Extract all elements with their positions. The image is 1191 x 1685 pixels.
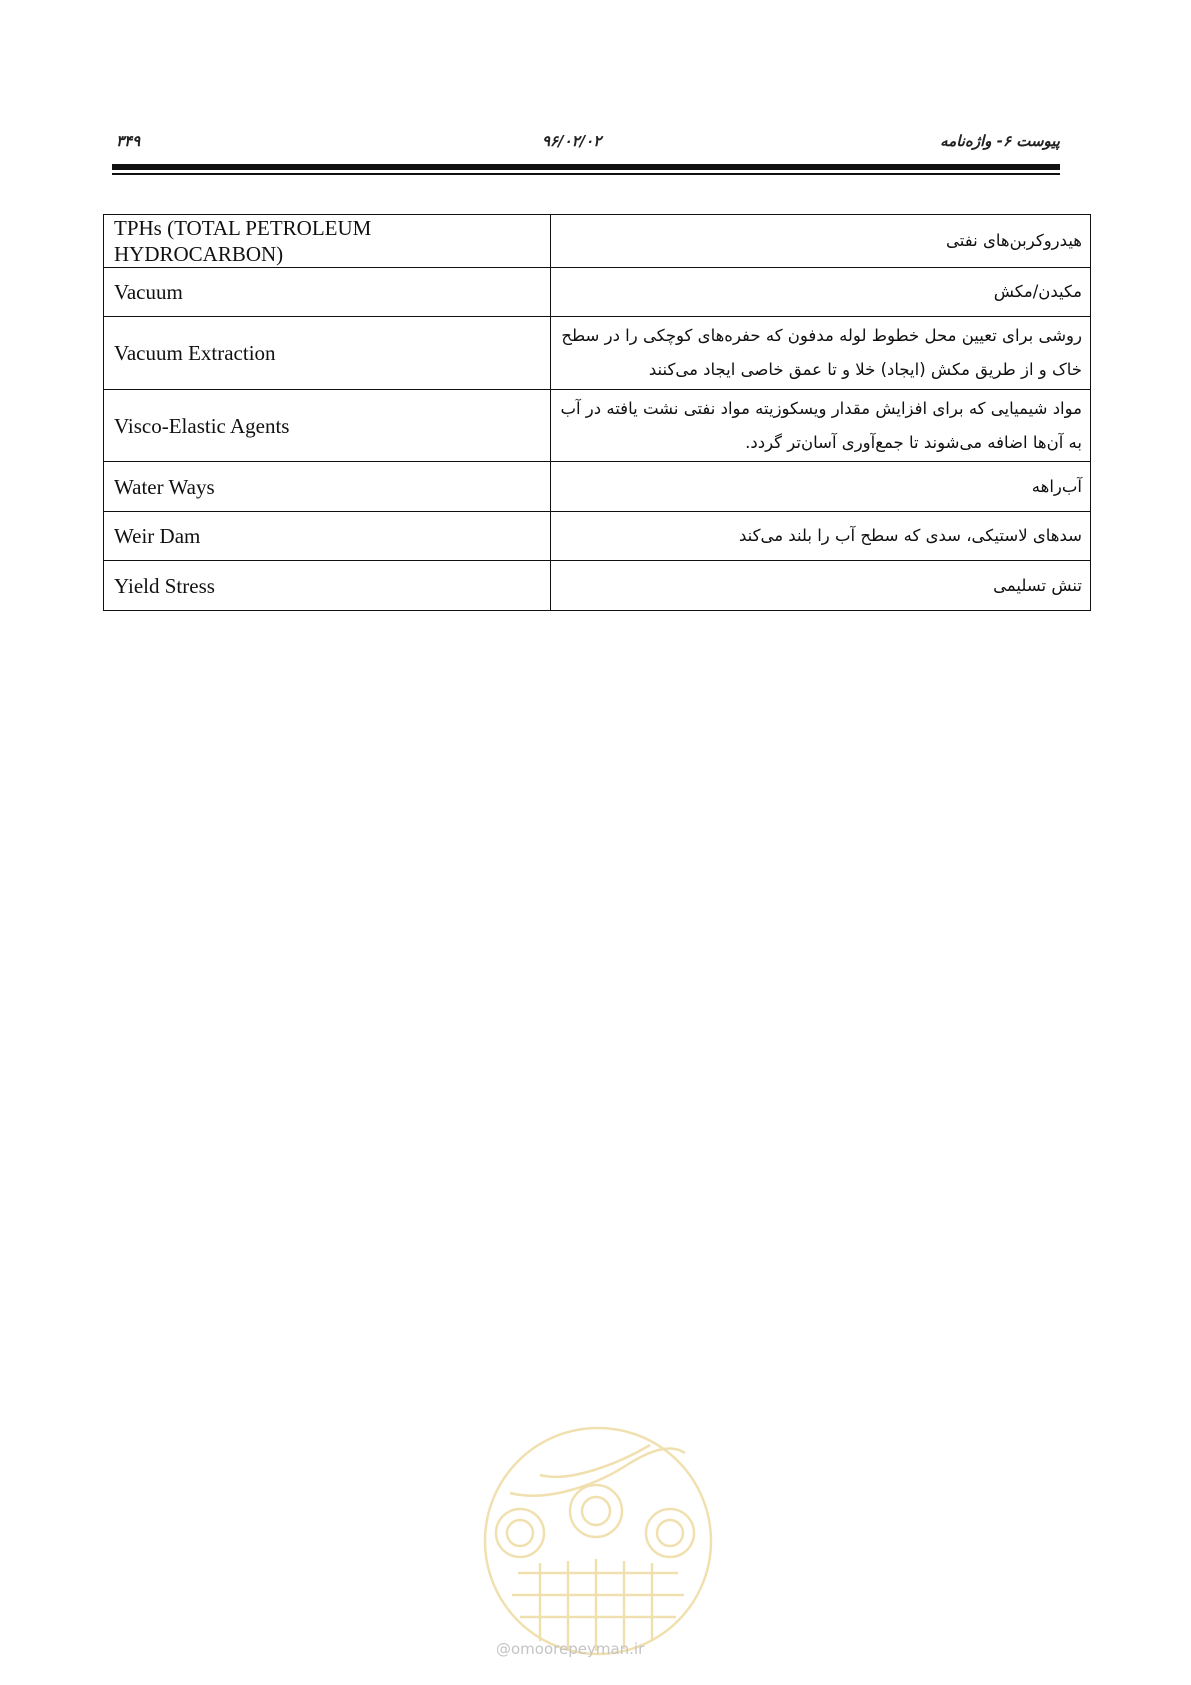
watermark-logo (480, 1423, 716, 1659)
glossary-table (103, 214, 1091, 611)
term-english: Vacuum Extraction (104, 317, 551, 390)
header-rule-thick (112, 164, 1060, 170)
watermark-script (510, 1448, 685, 1495)
header-date: ۹۶/۰۲/۰۲ (542, 132, 602, 150)
gear-icon (496, 1509, 544, 1557)
watermark-ring (485, 1428, 711, 1654)
table-row (104, 561, 1091, 611)
table-row (104, 215, 1091, 268)
term-english: Weir Dam (104, 512, 551, 561)
page-header (112, 120, 1060, 160)
watermark-caption: @omoorepeyman.ir (496, 1640, 645, 1658)
gear-icon (570, 1485, 622, 1537)
term-persian: مواد شیمیایی که برای افزایش مقدار ویسکوزیته مواد نفتی نشت یافته در آب به آن‌ها اضافه می‌شوند تا جمع‌آوری آسان‌تر گردد. (551, 390, 1091, 462)
table-row (104, 512, 1091, 561)
term-persian: آب‌راهه (551, 462, 1091, 512)
term-persian: مکیدن/مکش (551, 268, 1091, 317)
term-persian: تنش تسلیمی (551, 561, 1091, 611)
gear-icon (646, 1509, 694, 1557)
term-persian: سدهای لاستیکی، سدی که سطح آب را بلند می‌کند (551, 512, 1091, 561)
table-row (104, 268, 1091, 317)
table-row (104, 317, 1091, 390)
term-persian: روشی برای تعیین محل خطوط لوله مدفون که حفره‌های کوچکی را در سطح خاک و از طریق مکش (ایجاد) خلا و تا عمق خاصی ایجاد می‌کنند (551, 317, 1091, 390)
table-row (104, 390, 1091, 462)
term-english: Water Ways (104, 462, 551, 512)
header-page-number: ۳۴۹ (116, 132, 141, 150)
term-english: Visco-Elastic Agents (104, 390, 551, 462)
term-english: Yield Stress (104, 561, 551, 611)
header-section-title: پیوست ۶- واژه‌نامه (940, 132, 1060, 150)
term-english: Vacuum (104, 268, 551, 317)
term-english: TPHs (TOTAL PETROLEUM HYDROCARBON) (104, 215, 551, 268)
table-row (104, 462, 1091, 512)
header-rule-thin (112, 173, 1060, 175)
term-persian: هیدروکربن‌های نفتی (551, 215, 1091, 268)
